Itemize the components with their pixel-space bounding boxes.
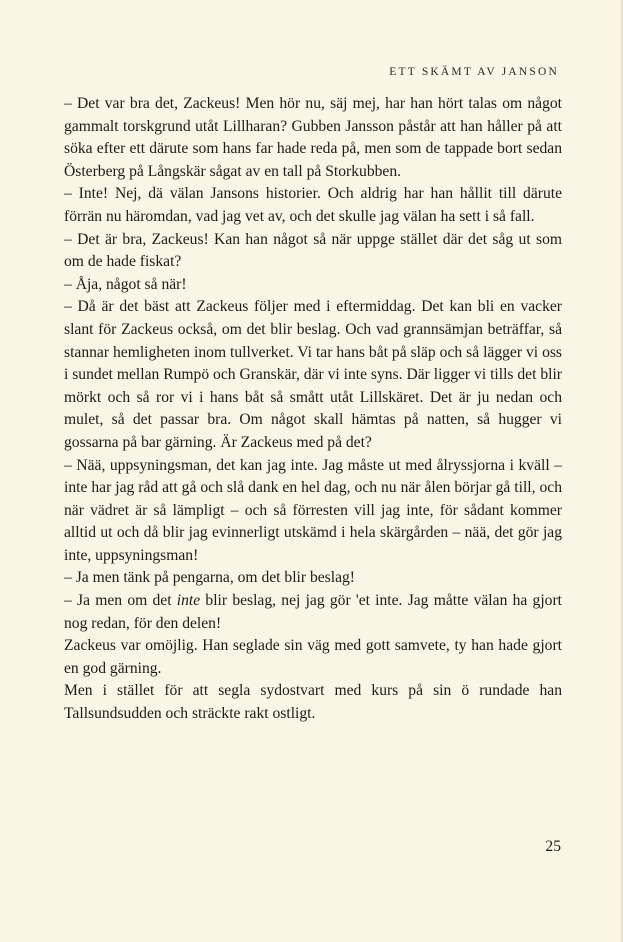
paragraph-8-italic: inte: [176, 592, 201, 610]
paragraph-9: Zackeus var omöjlig. Han seglade sin väg med gott samvete, ty han hade gjort en god gärning.: [64, 637, 562, 677]
paragraph-8: [64, 590, 562, 635]
paragraph-5: – Då är det bäst att Zackeus följer med i eftermiddag. Det kan bli en vacker slant för Zackeus också, om det blir beslag. Och vad grannsämjan beträffar, så stannar hemligheten inom tullverket. Vi tar hans båt på släp och så lägger vi oss i sundet mellan Rumpö och Granskär, där vi inte syns. Där ligger vi tills det blir mörkt och så ror vi i hans båt så smått utåt Lillskäret. Det är ju nedan och mulet, så det passar bra. Om något skall hämtas på natten, så hugger vi gossarna på bar gärning. Är Zackeus med på det?: [64, 298, 562, 451]
paragraph-1: – Det var bra det, Zackeus! Men hör nu, säj mej, har han hört talas om något gammalt torskgrund utåt Lillharan? Gubben Jansson påstår att han håller på att söka efter ett därute som hans far hade reda på, men som de tappade bort sedan Österberg på Långskär sågat av en tall på Storkubben.: [64, 95, 562, 180]
paragraph-4: – Åja, något så när!: [64, 275, 187, 293]
paragraph-8-after: blir beslag, nej jag gör 'et inte. Jag måtte välan ha gjort nog redan, för den delen!: [64, 592, 563, 632]
paragraph-8-before: – Ja men om det: [64, 592, 177, 610]
page-number: 25: [545, 838, 561, 855]
paragraph-7: – Ja men tänk på pengarna, om det blir beslag!: [64, 569, 355, 587]
paragraph-3: – Det är bra, Zackeus! Kan han något så när uppge stället där det såg ut som om de hade fiskat?: [64, 230, 562, 271]
body-text: [64, 93, 562, 726]
running-head: ETT SKÄMT AV JANSON: [389, 66, 559, 78]
paragraph-10: Men i stället för att segla sydostvart med kurs på sin ö rundade han Tallsundsudden och sträckte rakt ostligt.: [64, 682, 562, 723]
paragraph-6: – Nää, uppsyningsman, det kan jag inte. Jag måste ut med ålryssjorna i kväll – inte har jag råd att gå och slå dank en hel dag, och nu när ålen börjar gå till, och när vädret är så lämpligt – och så förresten vill jag inte, för sådant kommer alltid ut och då blir jag evinnerligt utskämd i hela skärgården – nää, det gör jag inte, uppsyningsman!: [64, 456, 562, 564]
paragraph-2: – Inte! Nej, dä välan Jansons historier. Och aldrig har han hållit till därute förrän nu häromdan, vad jag vet av, och det skulle jag välan ha sett i så fall.: [64, 185, 562, 225]
